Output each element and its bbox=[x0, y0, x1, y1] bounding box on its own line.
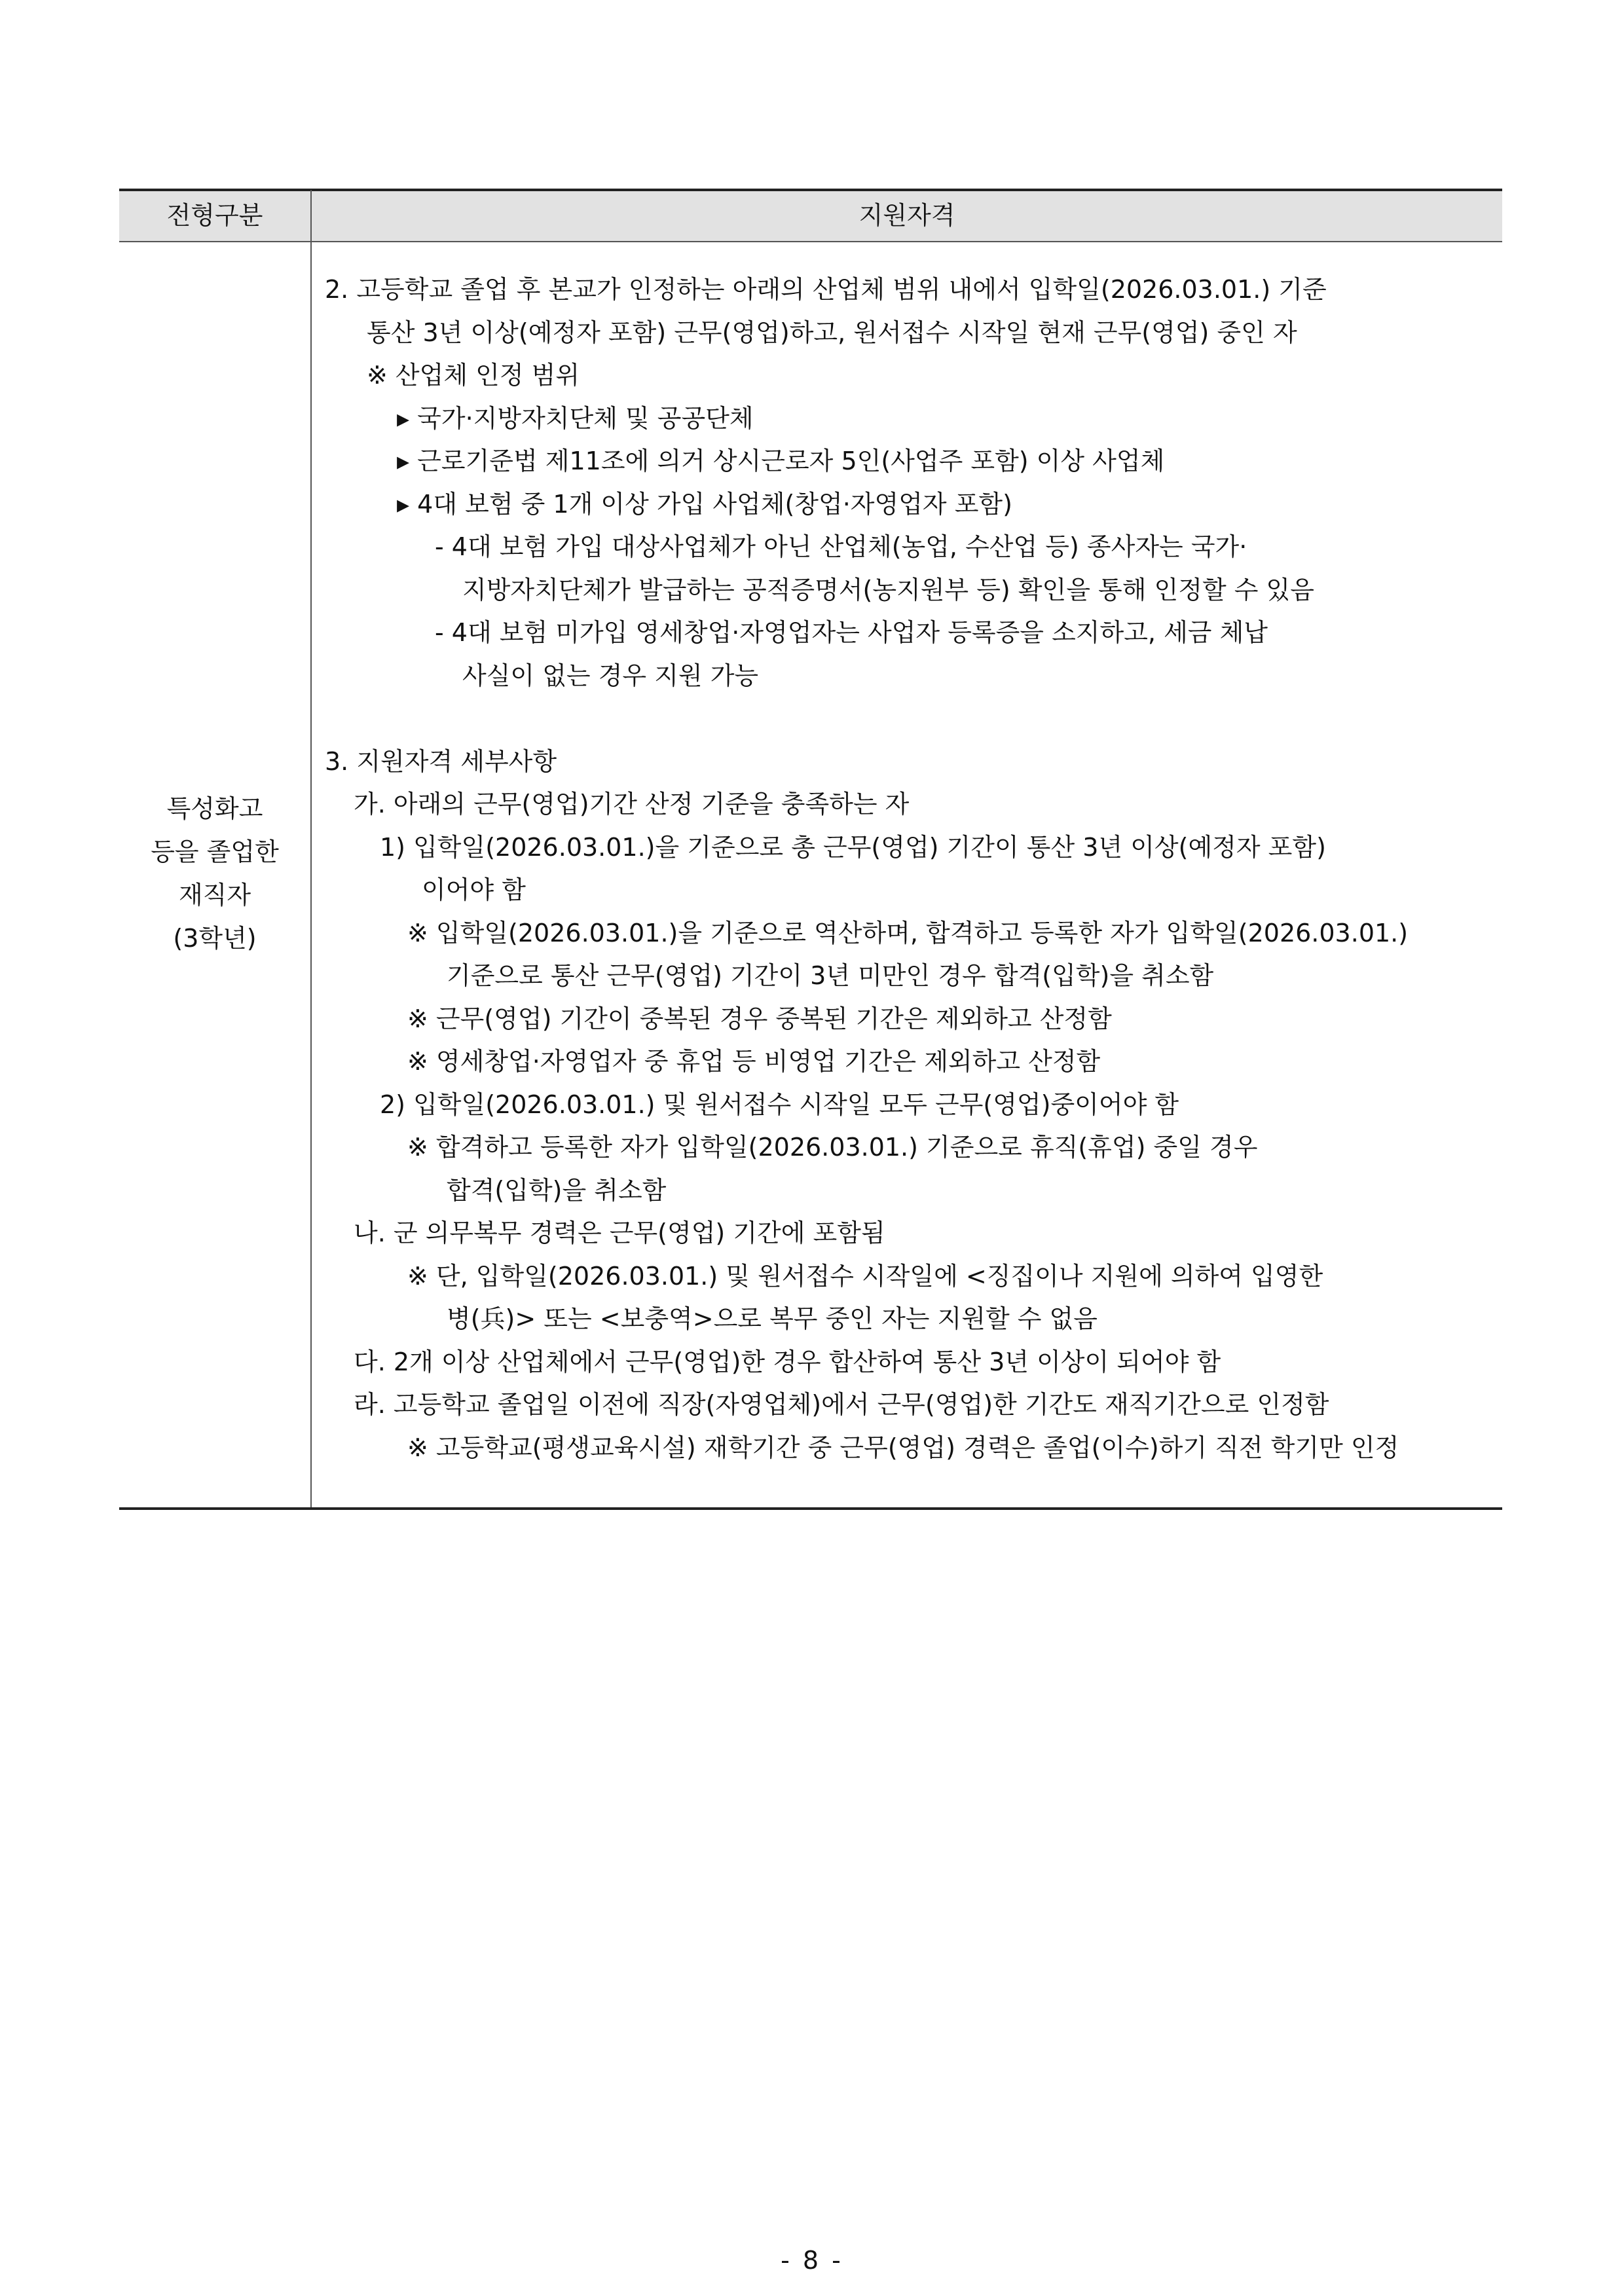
eligibility-line: 지방자치단체가 발급하는 공적증명서(농지원부 등) 확인을 통해 인정할 수 있음 bbox=[462, 575, 1314, 604]
eligibility-line: 기준으로 통산 근무(영업) 기간이 3년 미만인 경우 합격(입학)을 취소함 bbox=[447, 961, 1214, 990]
category-line: 재직자 bbox=[178, 881, 251, 909]
category-line: (3학년) bbox=[173, 924, 257, 953]
eligibility-line: ※ 합격하고 등록한 자가 입학일(2026.03.01.) 기준으로 휴직(휴업) 중일 경우 bbox=[407, 1133, 1258, 1162]
eligibility-line: 다. 2개 이상 산업체에서 근무(영업)한 경우 합산하여 통산 3년 이상이 되어야 함 bbox=[354, 1347, 1221, 1376]
eligibility-line: - 4대 보험 미가입 영세창업·자영업자는 사업자 등록증을 소지하고, 세금 체납 bbox=[435, 618, 1268, 647]
eligibility-line: ▸ 국가·지방자치단체 및 공공단체 bbox=[397, 403, 754, 433]
eligibility-line: 이어야 함 bbox=[422, 875, 526, 904]
eligibility-line: 사실이 없는 경우 지원 가능 bbox=[462, 661, 759, 690]
eligibility-line: ▸ 4대 보험 중 1개 이상 가입 사업체(창업·자영업자 포함) bbox=[397, 489, 1012, 519]
eligibility-line: 1) 입학일(2026.03.01.)을 기준으로 총 근무(영업) 기간이 통산 3년 이상(예정자 포함) bbox=[380, 832, 1326, 862]
admission-category-cell bbox=[119, 787, 310, 960]
eligibility-line: 3. 지원자격 세부사항 bbox=[325, 746, 557, 776]
eligibility-line: 2. 고등학교 졸업 후 본교가 인정하는 아래의 산업체 범위 내에서 입학일(2026.03.01.) 기준 bbox=[325, 275, 1327, 304]
eligibility-line: 병(兵)> 또는 <보충역>으로 복무 중인 자는 지원할 수 없음 bbox=[447, 1304, 1098, 1333]
table-bottom-rule bbox=[119, 1507, 1502, 1510]
eligibility-line: ※ 단, 입학일(2026.03.01.) 및 원서접수 시작일에 <징집이나 지원에 의하여 입영한 bbox=[407, 1261, 1323, 1291]
eligibility-line: ※ 산업체 인정 범위 bbox=[367, 361, 580, 390]
eligibility-line: 가. 아래의 근무(영업)기간 산정 기준을 충족하는 자 bbox=[354, 790, 910, 818]
header-admission-type: 전형구분 bbox=[166, 201, 263, 230]
eligibility-line: 통산 3년 이상(예정자 포함) 근무(영업)하고, 원서접수 시작일 현재 근무(영업) 중인 자 bbox=[367, 318, 1297, 347]
table-column-divider bbox=[310, 190, 312, 1507]
eligibility-line: ※ 영세창업·자영업자 중 휴업 등 비영업 기간은 제외하고 산정함 bbox=[407, 1047, 1101, 1076]
eligibility-line: 2) 입학일(2026.03.01.) 및 원서접수 시작일 모두 근무(영업)중이어야 함 bbox=[380, 1090, 1179, 1119]
page-number: - 8 - bbox=[781, 2246, 843, 2275]
eligibility-line: 라. 고등학교 졸업일 이전에 직장(자영업체)에서 근무(영업)한 기간도 재직기간으로 인정함 bbox=[354, 1390, 1329, 1419]
eligibility-line: 나. 군 의무복무 경력은 근무(영업) 기간에 포함됨 bbox=[354, 1219, 885, 1247]
eligibility-line: ※ 입학일(2026.03.01.)을 기준으로 역산하며, 합격하고 등록한 자가 입학일(2026.03.01.) bbox=[407, 918, 1409, 947]
eligibility-line bbox=[325, 697, 1497, 741]
eligibility-line: ※ 고등학교(평생교육시설) 재학기간 중 근무(영업) 경력은 졸업(이수)하기 직전 학기만 인정 bbox=[407, 1433, 1399, 1462]
header-eligibility: 지원자격 bbox=[858, 201, 955, 230]
eligibility-line: - 4대 보험 가입 대상사업체가 아닌 산업체(농업, 수산업 등) 종사자는 국가· bbox=[435, 532, 1247, 561]
category-line: 특성화고 bbox=[166, 794, 263, 823]
eligibility-line: ※ 근무(영업) 기간이 중복된 경우 중복된 기간은 제외하고 산정함 bbox=[407, 1004, 1112, 1033]
eligibility-content bbox=[325, 268, 1497, 1469]
category-line: 등을 졸업한 bbox=[151, 837, 279, 866]
eligibility-line: ▸ 근로기준법 제11조에 의거 상시근로자 5인(사업주 포함) 이상 사업체 bbox=[397, 447, 1165, 475]
eligibility-line: 합격(입학)을 취소함 bbox=[447, 1175, 667, 1205]
